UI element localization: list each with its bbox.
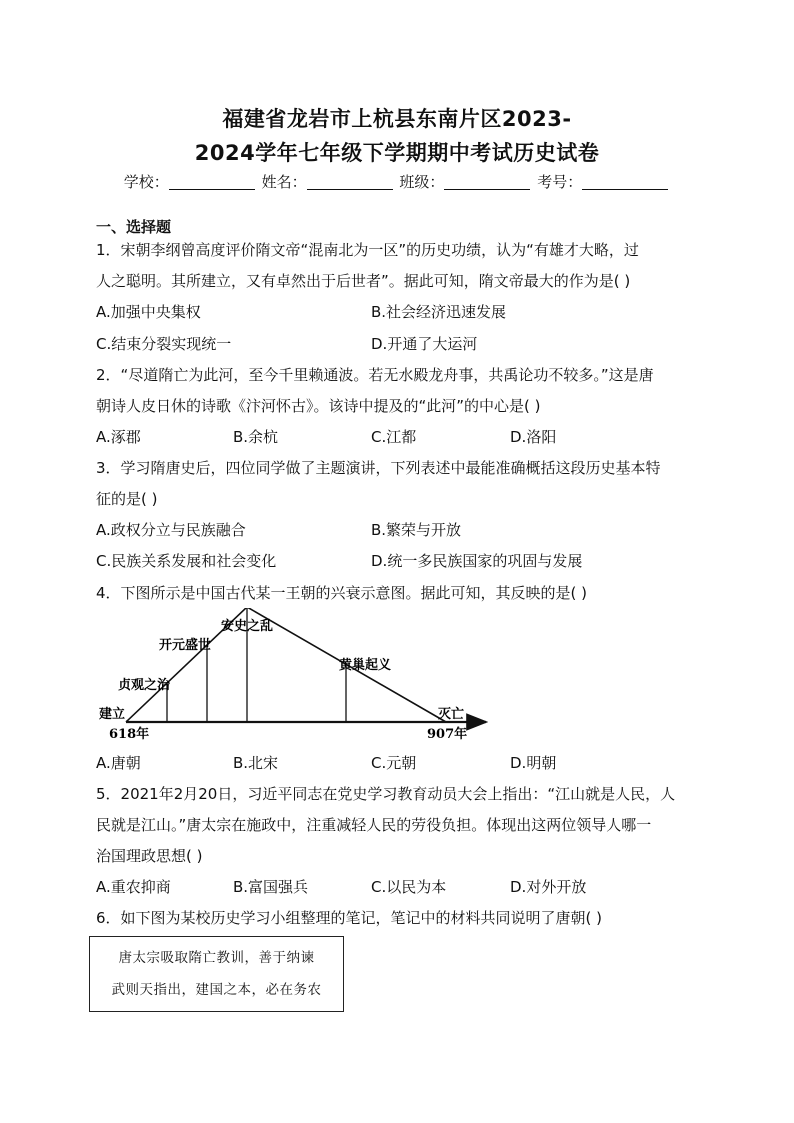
- q3-option-d[interactable]: D.统一多民族国家的巩固与发展: [371, 552, 583, 570]
- section-title: 一、选择题: [96, 218, 172, 236]
- name-blank[interactable]: [307, 173, 393, 190]
- q5-stem-line3: 治国理政思想( ): [96, 847, 203, 865]
- q2-stem-line1: 2．“尽道隋亡为此河，至今千里赖通波。若无水殿龙舟事，共禹论功不较多。”这是唐: [96, 366, 654, 384]
- q5-option-b[interactable]: B.富国强兵: [233, 878, 309, 896]
- exam-number-blank[interactable]: [582, 173, 668, 190]
- q3-stem-line1: 3．学习隋唐史后，四位同学做了主题演讲，下列表述中最能准确概括这段历史基本特: [96, 459, 661, 477]
- student-info-fields: [0, 171, 794, 192]
- class-blank[interactable]: [444, 173, 530, 190]
- q1-option-b[interactable]: B.社会经济迅速发展: [371, 303, 507, 321]
- q5-stem-line1: 5．2021年2月20日，习近平同志在党史学习教育动员大会上指出：“江山就是人民，人: [96, 785, 676, 803]
- school-blank[interactable]: [169, 173, 255, 190]
- q5-option-c[interactable]: C.以民为本: [371, 878, 447, 896]
- dynasty-rise-fall-diagram: [90, 608, 500, 743]
- exam-title-line2: 2024学年七年级下学期期中考试历史试卷: [194, 141, 600, 165]
- label-zhenguan: 贞观之治: [118, 678, 171, 693]
- name-label: 姓名：: [261, 173, 307, 191]
- q4-option-d[interactable]: D.明朝: [510, 754, 557, 772]
- q4-stem: 4．下图所示是中国古代某一王朝的兴衰示意图。据此可知，其反映的是( ): [96, 584, 588, 602]
- q2-option-a[interactable]: A.涿郡: [96, 428, 141, 446]
- exam-number-label: 考号：: [537, 173, 583, 191]
- q3-stem-line2: 征的是( ): [96, 490, 158, 508]
- q1-option-a[interactable]: A.加强中央集权: [96, 303, 201, 321]
- label-huangchao: 黄巢起义: [339, 658, 392, 673]
- school-label: 学校：: [123, 173, 169, 191]
- label-start-year: 618年: [109, 727, 150, 742]
- q4-option-b[interactable]: B.北宋: [233, 754, 279, 772]
- label-founded: 建立: [99, 707, 126, 722]
- note-line1: 唐太宗吸取隋亡教训，善于纳谏: [118, 950, 315, 966]
- class-label: 班级：: [399, 173, 445, 191]
- q1-option-d[interactable]: D.开通了大运河: [371, 335, 478, 353]
- q1-stem-line2: 人之聪明。其所建立，又有卓然出于后世者”。据此可知，隋文帝最大的作为是( ): [96, 272, 631, 290]
- q2-option-d[interactable]: D.洛阳: [510, 428, 557, 446]
- q2-option-c[interactable]: C.江都: [371, 428, 417, 446]
- label-kaiyuan: 开元盛世: [159, 638, 212, 653]
- note-line2: 武则天指出，建国之本，必在务农: [111, 982, 322, 998]
- q3-option-b[interactable]: B.繁荣与开放: [371, 521, 462, 539]
- q4-option-c[interactable]: C.元朝: [371, 754, 417, 772]
- q5-stem-line2: 民就是江山。”唐太宗在施政中，注重减轻人民的劳役负担。体现出这两位领导人哪一: [96, 816, 652, 834]
- study-notes-box: [89, 936, 344, 1012]
- exam-title-line1: 福建省龙岩市上杭县东南片区2023-: [222, 107, 572, 131]
- q1-option-c[interactable]: C.结束分裂实现统一: [96, 335, 232, 353]
- q2-stem-line2: 朝诗人皮日休的诗歌《汴河怀古》。该诗中提及的“此河”的中心是( ): [96, 397, 541, 415]
- label-end-year: 907年: [427, 727, 468, 742]
- q5-option-d[interactable]: D.对外开放: [510, 878, 587, 896]
- q1-stem-line1: 1．宋朝李纲曾高度评价隋文帝“混南北为一区”的历史功绩，认为“有雄才大略，过: [96, 241, 639, 259]
- q2-option-b[interactable]: B.余杭: [233, 428, 279, 446]
- q5-option-a[interactable]: A.重农抑商: [96, 878, 171, 896]
- q4-option-a[interactable]: A.唐朝: [96, 754, 141, 772]
- q3-option-c[interactable]: C.民族关系发展和社会变化: [96, 552, 277, 570]
- q6-stem: 6．如下图为某校历史学习小组整理的笔记，笔记中的材料共同说明了唐朝( ): [96, 909, 603, 927]
- q3-option-a[interactable]: A.政权分立与民族融合: [96, 521, 246, 539]
- label-fall: 灭亡: [438, 707, 465, 722]
- label-anshi: 安史之乱: [221, 619, 274, 634]
